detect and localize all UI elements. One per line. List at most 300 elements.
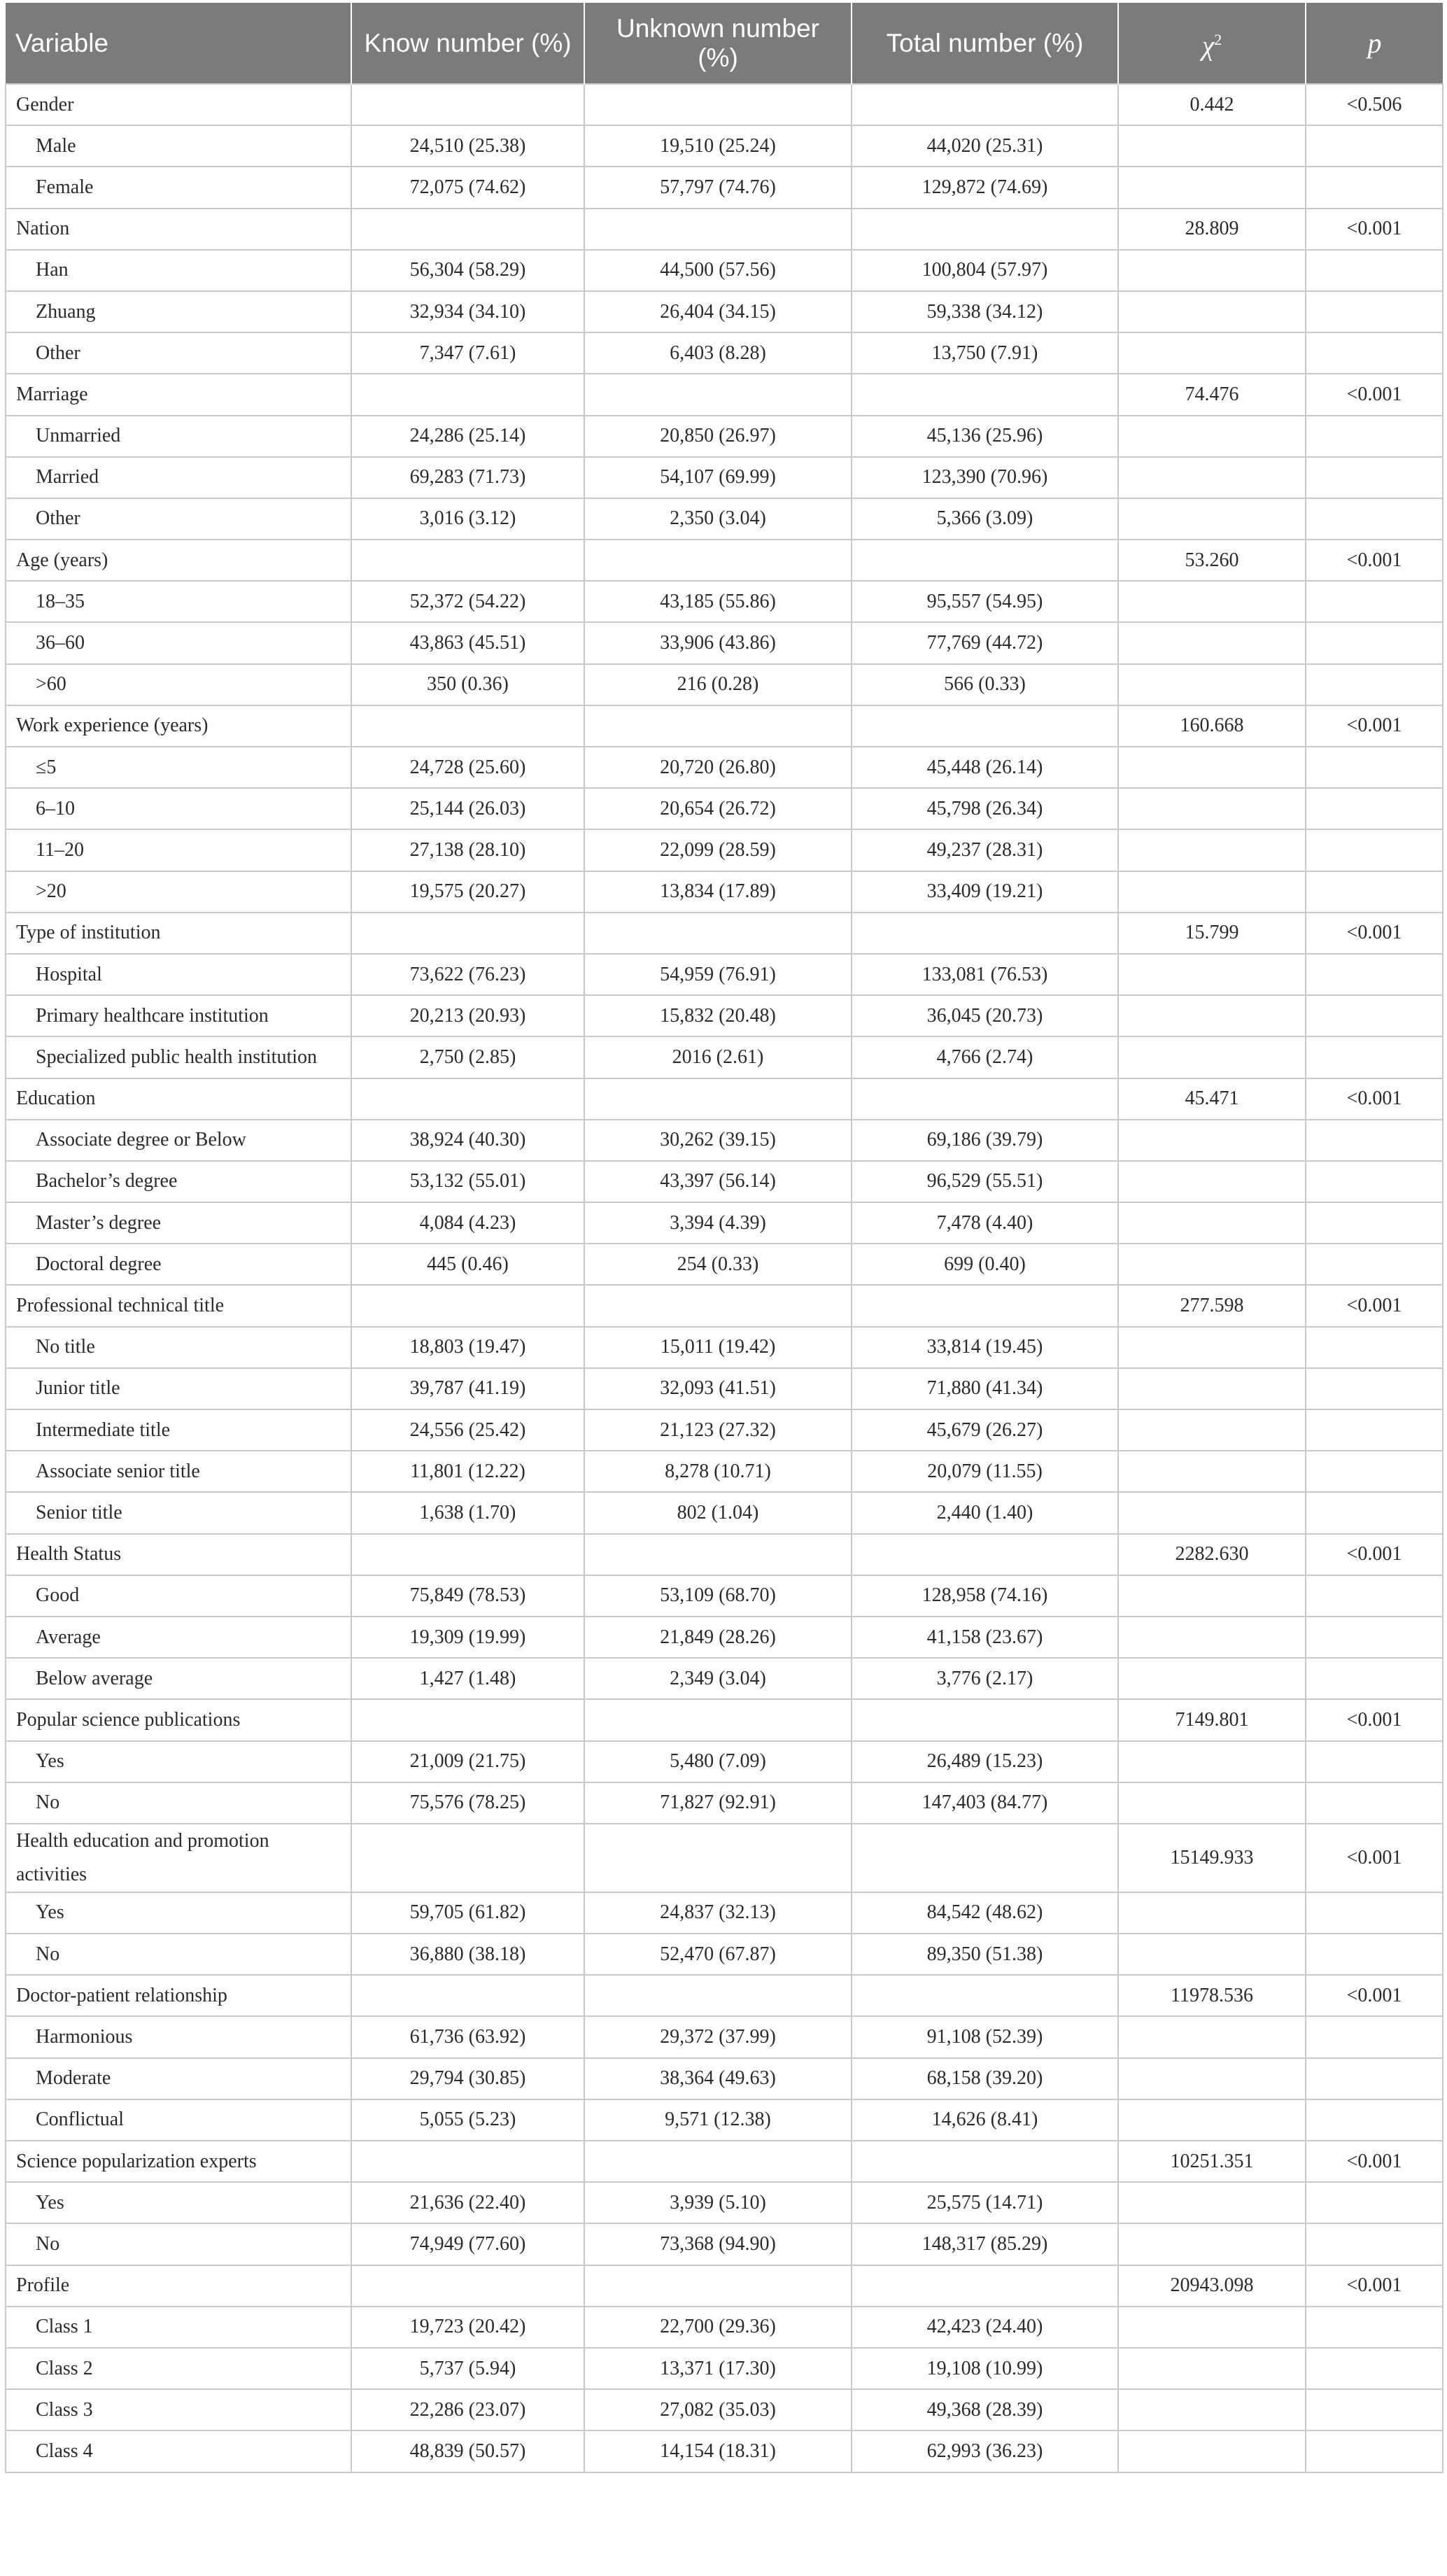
know-cell [351, 1824, 584, 1892]
table-row [6, 1782, 1443, 1824]
row-label: Popular science publications [6, 1699, 351, 1740]
total-cell: 36,045 (20.73) [852, 995, 1118, 1036]
p-value-cell [1306, 954, 1443, 995]
category-row [6, 1699, 1443, 1740]
total-cell [852, 374, 1118, 415]
row-label: Senior title [6, 1492, 351, 1533]
p-value-cell [1306, 125, 1443, 167]
category-row [6, 1534, 1443, 1575]
p-value-cell [1306, 416, 1443, 457]
total-cell: 13,750 (7.91) [852, 332, 1118, 374]
row-label: Primary healthcare institution [6, 995, 351, 1036]
table-row [6, 1161, 1443, 1202]
chi-square-cell [1118, 1892, 1306, 1934]
category-row [6, 1285, 1443, 1326]
header-chi-superscript: 2 [1214, 31, 1222, 49]
table-row [6, 2223, 1443, 2265]
row-label: Age (years) [6, 540, 351, 581]
total-cell: 128,958 (74.16) [852, 1575, 1118, 1617]
unknown-cell [584, 913, 852, 954]
know-cell: 39,787 (41.19) [351, 1368, 584, 1409]
table-row [6, 1741, 1443, 1782]
know-cell: 20,213 (20.93) [351, 995, 584, 1036]
row-label: Professional technical title [6, 1285, 351, 1326]
total-cell: 25,575 (14.71) [852, 2182, 1118, 2223]
category-row [6, 1975, 1443, 2016]
table-row [6, 1244, 1443, 1285]
chi-square-cell [1118, 1120, 1306, 1161]
chi-square-cell: 11978.536 [1118, 1975, 1306, 2016]
total-cell: 123,390 (70.96) [852, 457, 1118, 498]
table-row [6, 1036, 1443, 1078]
p-value-cell: <0.001 [1306, 2265, 1443, 2307]
unknown-cell: 26,404 (34.15) [584, 291, 852, 332]
table-row [6, 871, 1443, 913]
p-value-cell [1306, 2348, 1443, 2389]
chi-square-cell [1118, 416, 1306, 457]
know-cell: 24,728 (25.60) [351, 747, 584, 788]
category-row [6, 913, 1443, 954]
p-value-cell [1306, 2016, 1443, 2057]
unknown-cell: 13,371 (17.30) [584, 2348, 852, 2389]
total-cell [852, 84, 1118, 125]
p-value-cell [1306, 581, 1443, 622]
p-value-cell [1306, 2099, 1443, 2141]
unknown-cell: 20,720 (26.80) [584, 747, 852, 788]
p-value-cell [1306, 788, 1443, 829]
table-row [6, 664, 1443, 705]
chi-square-cell: 15149.933 [1118, 1824, 1306, 1892]
unknown-cell: 20,654 (26.72) [584, 788, 852, 829]
table-row [6, 332, 1443, 374]
chi-square-cell [1118, 788, 1306, 829]
unknown-cell [584, 209, 852, 250]
chi-square-cell [1118, 1782, 1306, 1824]
unknown-cell: 5,480 (7.09) [584, 1741, 852, 1782]
unknown-cell: 19,510 (25.24) [584, 125, 852, 167]
total-cell: 77,769 (44.72) [852, 622, 1118, 663]
know-cell: 48,839 (50.57) [351, 2430, 584, 2472]
chi-square-cell [1118, 1036, 1306, 1078]
know-cell: 5,055 (5.23) [351, 2099, 584, 2141]
know-cell: 69,283 (71.73) [351, 457, 584, 498]
total-cell: 45,136 (25.96) [852, 416, 1118, 457]
p-value-cell: <0.001 [1306, 209, 1443, 250]
total-cell: 42,423 (24.40) [852, 2307, 1118, 2348]
row-label: Associate degree or Below [6, 1120, 351, 1161]
unknown-cell: 20,850 (26.97) [584, 416, 852, 457]
total-cell [852, 1824, 1118, 1892]
total-cell: 566 (0.33) [852, 664, 1118, 705]
row-label: Education [6, 1078, 351, 1120]
row-label: No [6, 1934, 351, 1975]
total-cell: 41,158 (23.67) [852, 1617, 1118, 1658]
know-cell: 350 (0.36) [351, 664, 584, 705]
data-table [5, 3, 1444, 2473]
total-cell: 5,366 (3.09) [852, 498, 1118, 540]
chi-square-cell [1118, 167, 1306, 208]
chi-square-cell [1118, 250, 1306, 291]
know-cell: 24,510 (25.38) [351, 125, 584, 167]
total-cell [852, 2141, 1118, 2182]
know-cell: 73,622 (76.23) [351, 954, 584, 995]
table-row [6, 250, 1443, 291]
unknown-cell [584, 540, 852, 581]
table-row [6, 1327, 1443, 1368]
chi-square-cell: 2282.630 [1118, 1534, 1306, 1575]
p-value-cell [1306, 1492, 1443, 1533]
total-cell: 49,237 (28.31) [852, 829, 1118, 871]
total-cell: 68,158 (39.20) [852, 2058, 1118, 2099]
p-value-cell: <0.001 [1306, 705, 1443, 747]
table-row [6, 1492, 1443, 1533]
total-cell: 69,186 (39.79) [852, 1120, 1118, 1161]
know-cell: 52,372 (54.22) [351, 581, 584, 622]
chi-square-cell [1118, 291, 1306, 332]
table-row [6, 2016, 1443, 2057]
row-label: Other [6, 332, 351, 374]
total-cell: 59,338 (34.12) [852, 291, 1118, 332]
know-cell: 19,575 (20.27) [351, 871, 584, 913]
p-value-cell [1306, 1782, 1443, 1824]
table-row [6, 1892, 1443, 1934]
table-row [6, 829, 1443, 871]
total-cell: 96,529 (55.51) [852, 1161, 1118, 1202]
row-label: Unmarried [6, 416, 351, 457]
row-label: Moderate [6, 2058, 351, 2099]
table-row [6, 622, 1443, 663]
p-value-cell [1306, 167, 1443, 208]
unknown-cell: 9,571 (12.38) [584, 2099, 852, 2141]
unknown-cell: 44,500 (57.56) [584, 250, 852, 291]
total-cell: 45,679 (26.27) [852, 1409, 1118, 1451]
p-value-cell [1306, 1892, 1443, 1934]
chi-square-cell [1118, 1492, 1306, 1533]
row-label: Gender [6, 84, 351, 125]
total-cell: 19,108 (10.99) [852, 2348, 1118, 2389]
unknown-cell: 802 (1.04) [584, 1492, 852, 1533]
chi-square-cell [1118, 1161, 1306, 1202]
header-unknown: Unknown number (%) [584, 3, 852, 84]
chi-square-cell [1118, 2307, 1306, 2348]
p-value-cell [1306, 250, 1443, 291]
chi-square-cell [1118, 829, 1306, 871]
total-cell: 44,020 (25.31) [852, 125, 1118, 167]
category-row [6, 1824, 1443, 1892]
total-cell: 147,403 (84.77) [852, 1782, 1118, 1824]
know-cell: 75,849 (78.53) [351, 1575, 584, 1617]
row-label: Yes [6, 2182, 351, 2223]
row-label: Female [6, 167, 351, 208]
chi-square-cell [1118, 498, 1306, 540]
chi-square-cell [1118, 995, 1306, 1036]
row-label: Good [6, 1575, 351, 1617]
unknown-cell: 52,470 (67.87) [584, 1934, 852, 1975]
unknown-cell: 43,185 (55.86) [584, 581, 852, 622]
chi-square-cell [1118, 1575, 1306, 1617]
table-row [6, 747, 1443, 788]
table-row [6, 1451, 1443, 1492]
know-cell: 43,863 (45.51) [351, 622, 584, 663]
total-cell: 95,557 (54.95) [852, 581, 1118, 622]
category-row [6, 2265, 1443, 2307]
p-value-cell [1306, 622, 1443, 663]
p-value-cell [1306, 1120, 1443, 1161]
row-label: ≤5 [6, 747, 351, 788]
chi-square-cell: 53.260 [1118, 540, 1306, 581]
know-cell [351, 209, 584, 250]
p-value-cell: <0.001 [1306, 1824, 1443, 1892]
row-label: Specialized public health institution [6, 1036, 351, 1078]
total-cell: 91,108 (52.39) [852, 2016, 1118, 2057]
row-label: Intermediate title [6, 1409, 351, 1451]
p-value-cell [1306, 829, 1443, 871]
header-chi-square [1118, 3, 1306, 84]
total-cell: 14,626 (8.41) [852, 2099, 1118, 2141]
p-value-cell [1306, 995, 1443, 1036]
header-know: Know number (%) [351, 3, 584, 84]
total-cell: 45,448 (26.14) [852, 747, 1118, 788]
p-value-cell [1306, 498, 1443, 540]
table-row [6, 2389, 1443, 2430]
know-cell: 1,427 (1.48) [351, 1658, 584, 1699]
table-row [6, 1409, 1443, 1451]
unknown-cell: 15,011 (19.42) [584, 1327, 852, 1368]
total-cell [852, 1534, 1118, 1575]
know-cell: 1,638 (1.70) [351, 1492, 584, 1533]
table-header [6, 3, 1443, 84]
row-label: Yes [6, 1741, 351, 1782]
p-value-cell [1306, 2430, 1443, 2472]
p-value-cell: <0.001 [1306, 1975, 1443, 2016]
total-cell: 33,409 (19.21) [852, 871, 1118, 913]
unknown-cell [584, 1078, 852, 1120]
know-cell: 25,144 (26.03) [351, 788, 584, 829]
know-cell [351, 1699, 584, 1740]
total-cell: 2,440 (1.40) [852, 1492, 1118, 1533]
row-label: Bachelor’s degree [6, 1161, 351, 1202]
unknown-cell: 32,093 (41.51) [584, 1368, 852, 1409]
p-value-cell [1306, 2223, 1443, 2265]
unknown-cell: 54,107 (69.99) [584, 457, 852, 498]
know-cell: 24,286 (25.14) [351, 416, 584, 457]
unknown-cell: 38,364 (49.63) [584, 2058, 852, 2099]
row-label: Science popularization experts [6, 2141, 351, 2182]
table-row [6, 1617, 1443, 1658]
know-cell [351, 913, 584, 954]
know-cell: 24,556 (25.42) [351, 1409, 584, 1451]
row-label: >60 [6, 664, 351, 705]
chi-square-cell [1118, 1202, 1306, 1244]
unknown-cell [584, 705, 852, 747]
know-cell [351, 1285, 584, 1326]
know-cell [351, 1534, 584, 1575]
row-label: Han [6, 250, 351, 291]
p-value-cell [1306, 2307, 1443, 2348]
chi-square-cell [1118, 581, 1306, 622]
p-value-cell [1306, 2182, 1443, 2223]
unknown-cell: 3,394 (4.39) [584, 1202, 852, 1244]
p-value-cell [1306, 1575, 1443, 1617]
row-label: Conflictual [6, 2099, 351, 2141]
row-label: Type of institution [6, 913, 351, 954]
table-row [6, 457, 1443, 498]
total-cell [852, 540, 1118, 581]
header-chi-symbol: χ [1201, 29, 1215, 62]
chi-square-cell [1118, 871, 1306, 913]
table-row [6, 2348, 1443, 2389]
total-cell: 26,489 (15.23) [852, 1741, 1118, 1782]
chi-square-cell: 15.799 [1118, 913, 1306, 954]
chi-square-cell [1118, 1244, 1306, 1285]
unknown-cell: 15,832 (20.48) [584, 995, 852, 1036]
chi-square-cell [1118, 2058, 1306, 2099]
chi-square-cell: 74.476 [1118, 374, 1306, 415]
total-cell: 62,993 (36.23) [852, 2430, 1118, 2472]
chi-square-cell [1118, 1368, 1306, 1409]
table-row [6, 498, 1443, 540]
unknown-cell [584, 1534, 852, 1575]
unknown-cell: 13,834 (17.89) [584, 871, 852, 913]
chi-square-cell [1118, 1327, 1306, 1368]
know-cell: 59,705 (61.82) [351, 1892, 584, 1934]
unknown-cell [584, 1699, 852, 1740]
unknown-cell: 14,154 (18.31) [584, 2430, 852, 2472]
unknown-cell: 21,849 (28.26) [584, 1617, 852, 1658]
know-cell: 3,016 (3.12) [351, 498, 584, 540]
category-row [6, 540, 1443, 581]
p-value-cell [1306, 1451, 1443, 1492]
total-cell: 7,478 (4.40) [852, 1202, 1118, 1244]
total-cell [852, 913, 1118, 954]
unknown-cell: 21,123 (27.32) [584, 1409, 852, 1451]
know-cell: 29,794 (30.85) [351, 2058, 584, 2099]
chi-square-cell [1118, 1409, 1306, 1451]
know-cell [351, 374, 584, 415]
unknown-cell: 254 (0.33) [584, 1244, 852, 1285]
p-value-cell: <0.001 [1306, 1534, 1443, 1575]
header-total: Total number (%) [852, 3, 1118, 84]
chi-square-cell [1118, 1451, 1306, 1492]
unknown-cell: 216 (0.28) [584, 664, 852, 705]
chi-square-cell [1118, 332, 1306, 374]
row-label: Class 1 [6, 2307, 351, 2348]
p-value-cell: <0.001 [1306, 1699, 1443, 1740]
chi-square-cell: 7149.801 [1118, 1699, 1306, 1740]
chi-square-cell [1118, 954, 1306, 995]
table-row [6, 1368, 1443, 1409]
row-label: Doctor-patient relationship [6, 1975, 351, 2016]
row-label: Average [6, 1617, 351, 1658]
unknown-cell: 43,397 (56.14) [584, 1161, 852, 1202]
category-row [6, 1078, 1443, 1120]
row-label: Yes [6, 1892, 351, 1934]
total-cell: 20,079 (11.55) [852, 1451, 1118, 1492]
total-cell [852, 1975, 1118, 2016]
row-label: Associate senior title [6, 1451, 351, 1492]
know-cell: 21,636 (22.40) [351, 2182, 584, 2223]
p-value-cell: <0.001 [1306, 540, 1443, 581]
category-row [6, 705, 1443, 747]
p-value-cell [1306, 2389, 1443, 2430]
table-row [6, 416, 1443, 457]
row-label: 18–35 [6, 581, 351, 622]
chi-square-cell: 160.668 [1118, 705, 1306, 747]
category-row [6, 374, 1443, 415]
unknown-cell: 8,278 (10.71) [584, 1451, 852, 1492]
unknown-cell: 22,700 (29.36) [584, 2307, 852, 2348]
p-value-cell [1306, 1934, 1443, 1975]
table-body [6, 84, 1443, 2472]
total-cell: 129,872 (74.69) [852, 167, 1118, 208]
know-cell: 7,347 (7.61) [351, 332, 584, 374]
unknown-cell: 29,372 (37.99) [584, 2016, 852, 2057]
know-cell: 74,949 (77.60) [351, 2223, 584, 2265]
table-row [6, 1202, 1443, 1244]
table-row [6, 2058, 1443, 2099]
row-label: Other [6, 498, 351, 540]
total-cell: 89,350 (51.38) [852, 1934, 1118, 1975]
table-row [6, 291, 1443, 332]
know-cell [351, 705, 584, 747]
row-label: Marriage [6, 374, 351, 415]
total-cell: 33,814 (19.45) [852, 1327, 1118, 1368]
table-row [6, 2099, 1443, 2141]
header-p-value: p [1306, 3, 1443, 84]
row-label: Master’s degree [6, 1202, 351, 1244]
row-label: 36–60 [6, 622, 351, 663]
unknown-cell: 54,959 (76.91) [584, 954, 852, 995]
chi-square-cell [1118, 1617, 1306, 1658]
p-value-cell [1306, 1244, 1443, 1285]
unknown-cell: 57,797 (74.76) [584, 167, 852, 208]
total-cell: 49,368 (28.39) [852, 2389, 1118, 2430]
unknown-cell: 73,368 (94.90) [584, 2223, 852, 2265]
chi-square-cell: 10251.351 [1118, 2141, 1306, 2182]
know-cell: 32,934 (34.10) [351, 291, 584, 332]
p-value-cell: <0.001 [1306, 1078, 1443, 1120]
total-cell: 3,776 (2.17) [852, 1658, 1118, 1699]
p-value-cell [1306, 664, 1443, 705]
row-label: Male [6, 125, 351, 167]
know-cell: 75,576 (78.25) [351, 1782, 584, 1824]
total-cell [852, 1699, 1118, 1740]
unknown-cell: 2016 (2.61) [584, 1036, 852, 1078]
know-cell: 445 (0.46) [351, 1244, 584, 1285]
unknown-cell: 3,939 (5.10) [584, 2182, 852, 2223]
chi-square-cell: 277.598 [1118, 1285, 1306, 1326]
total-cell: 71,880 (41.34) [852, 1368, 1118, 1409]
chi-square-cell [1118, 664, 1306, 705]
know-cell: 36,880 (38.18) [351, 1934, 584, 1975]
unknown-cell: 24,837 (32.13) [584, 1892, 852, 1934]
unknown-cell [584, 1824, 852, 1892]
chi-square-cell [1118, 457, 1306, 498]
know-cell [351, 540, 584, 581]
know-cell: 11,801 (12.22) [351, 1451, 584, 1492]
total-cell: 133,081 (76.53) [852, 954, 1118, 995]
table-row [6, 2307, 1443, 2348]
know-cell: 72,075 (74.62) [351, 167, 584, 208]
row-label: Nation [6, 209, 351, 250]
know-cell: 5,737 (5.94) [351, 2348, 584, 2389]
category-row [6, 84, 1443, 125]
know-cell [351, 84, 584, 125]
row-label: Health education and promotion activities [6, 1824, 351, 1892]
chi-square-cell [1118, 2348, 1306, 2389]
chi-square-cell [1118, 125, 1306, 167]
unknown-cell [584, 1975, 852, 2016]
